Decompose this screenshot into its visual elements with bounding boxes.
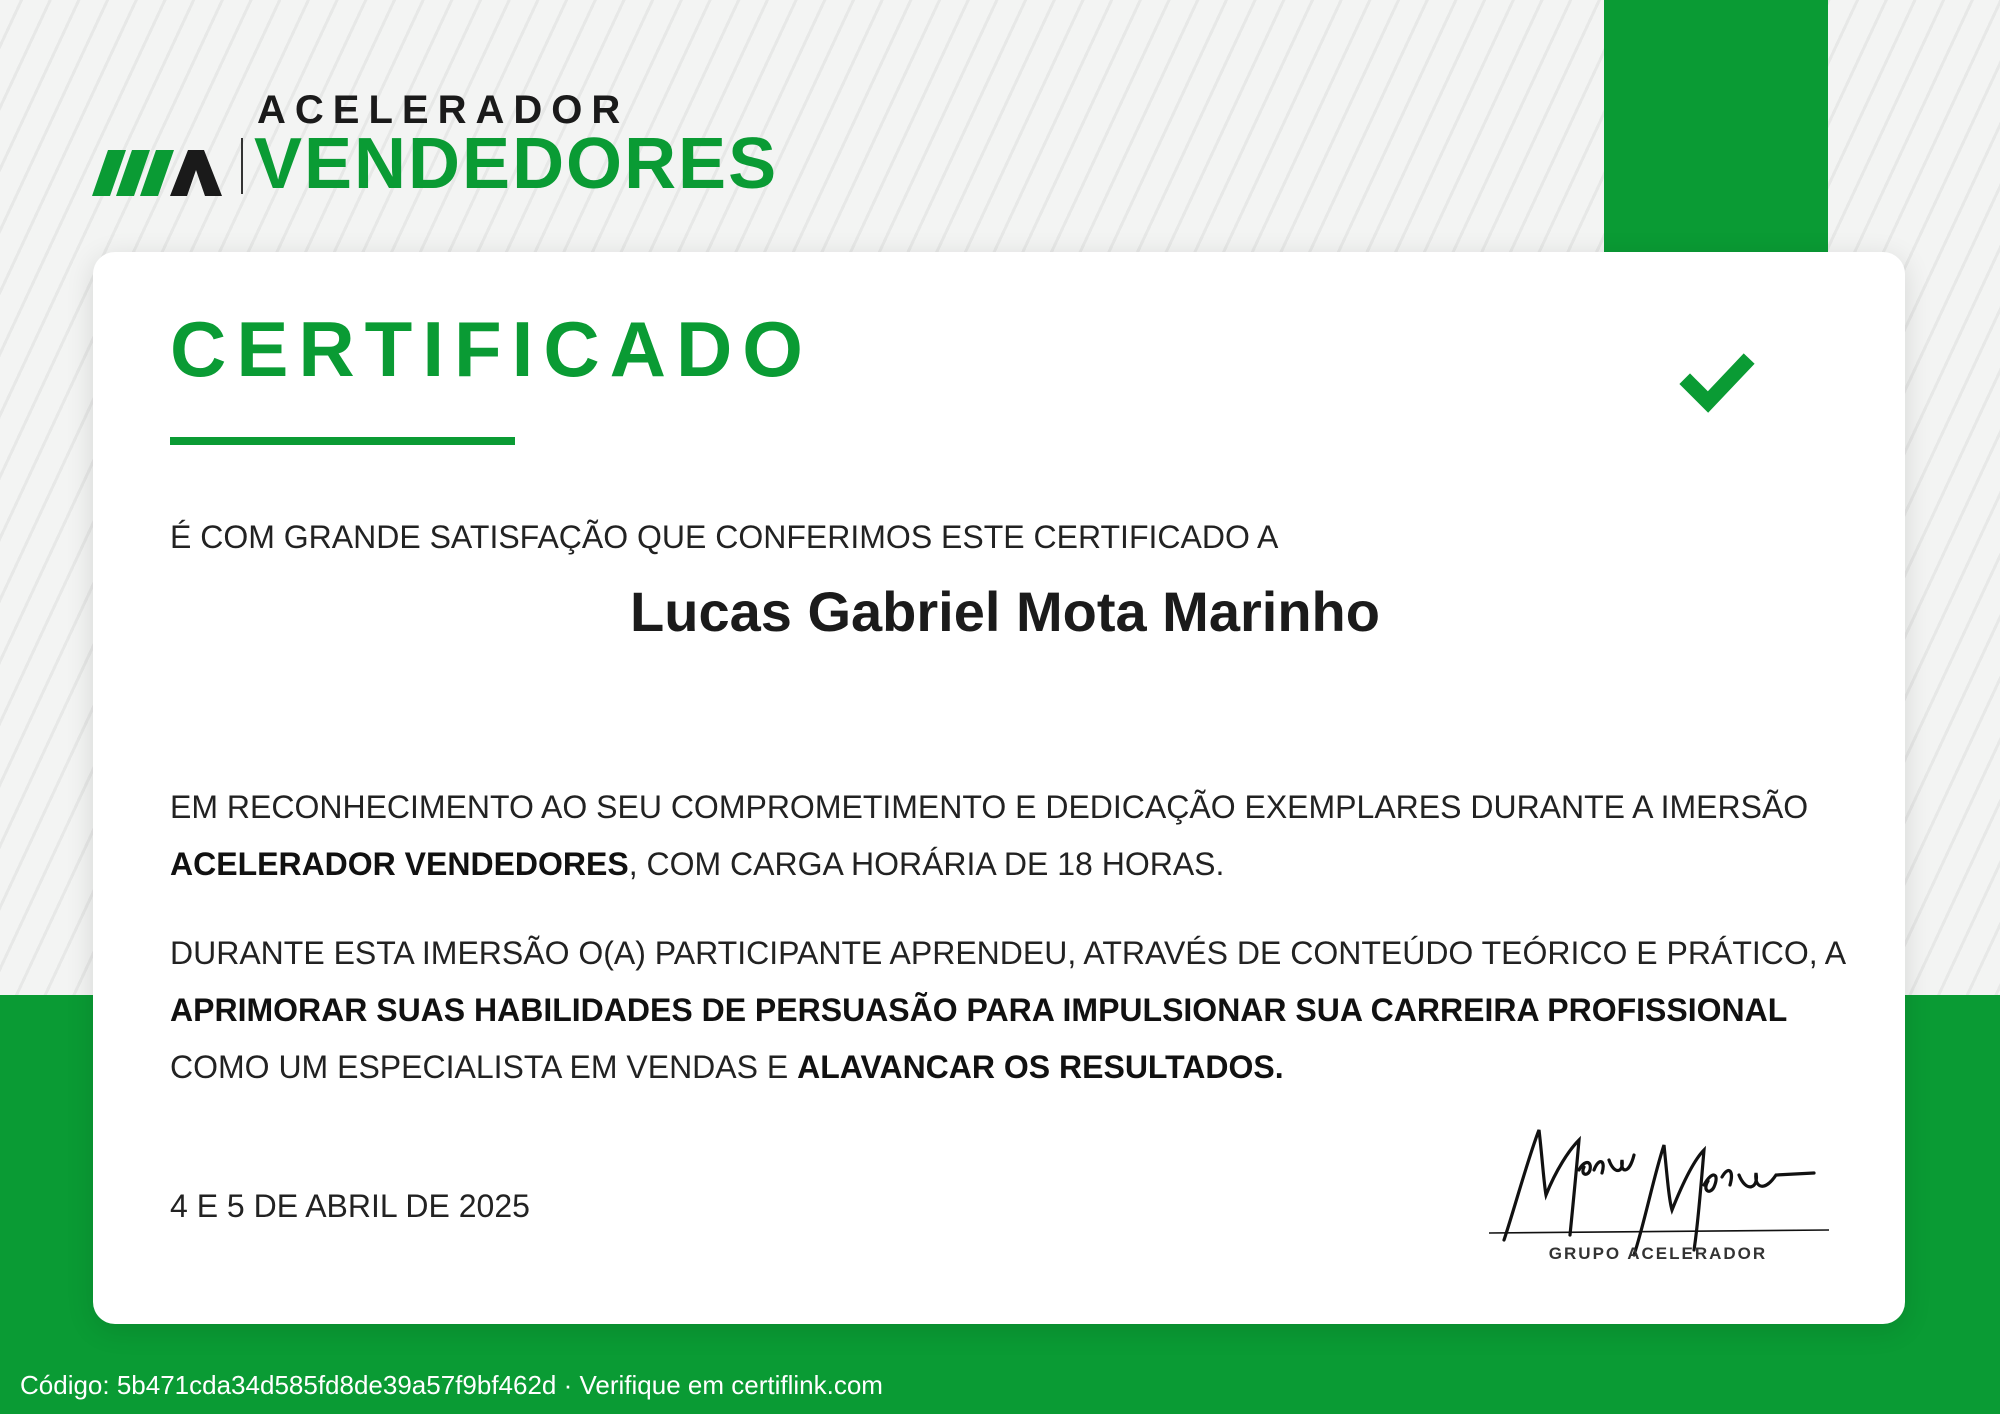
brand-logo [92,88,942,204]
event-date: 4 E 5 DE ABRIL DE 2025 [170,1188,530,1224]
paragraph-text: EM RECONHECIMENTO AO SEU COMPROMETIMENTO E DEDICAÇÃO EXEMPLARES DURANTE A IMERSÃO [170,789,1809,825]
signature-label: GRUPO ACELERADOR [1548,1244,1768,1263]
logo-text-top: ACELERADOR [257,88,630,132]
paragraph-text: COMO UM ESPECIALISTA EM VENDAS E [170,1049,798,1085]
logo-text-main: VENDEDORES [254,124,779,204]
checkmark-badge-icon [1646,312,1786,452]
certificate-title: CERTIFICADO [170,305,813,393]
handwritten-signature [1484,1115,1834,1265]
triple-slash-a-logo-icon [92,136,222,196]
paragraph-learning [170,925,1850,1096]
paragraph-bold-text: ACELERADOR VENDEDORES [170,846,629,882]
title-underline [170,437,515,445]
recipient-name: Lucas Gabriel Mota Marinho [630,580,1380,643]
paragraph-recognition [170,779,1850,893]
paragraph-bold-text: APRIMORAR SUAS HABILIDADES DE PERSUASÃO PARA IMPULSIONAR SUA CARREIRA PROFISSIONAL [170,992,1788,1028]
paragraph-text: DURANTE ESTA IMERSÃO O(A) PARTICIPANTE APRENDEU, ATRAVÉS DE CONTEÚDO TEÓRICO E PRÁTICO, A [170,935,1845,971]
intro-text: É COM GRANDE SATISFAÇÃO QUE CONFERIMOS ESTE CERTIFICADO A [170,519,1279,555]
logo-divider [241,138,243,194]
paragraph-text: , COM CARGA HORÁRIA DE 18 HORAS. [628,846,1225,882]
paragraph-bold-text: ALAVANCAR OS RESULTADOS. [797,1049,1284,1085]
verification-code-footer[interactable]: Código: 5b471cda34d585fd8de39a57f9bf462d · Verifique em certiflink.com [20,1370,883,1400]
